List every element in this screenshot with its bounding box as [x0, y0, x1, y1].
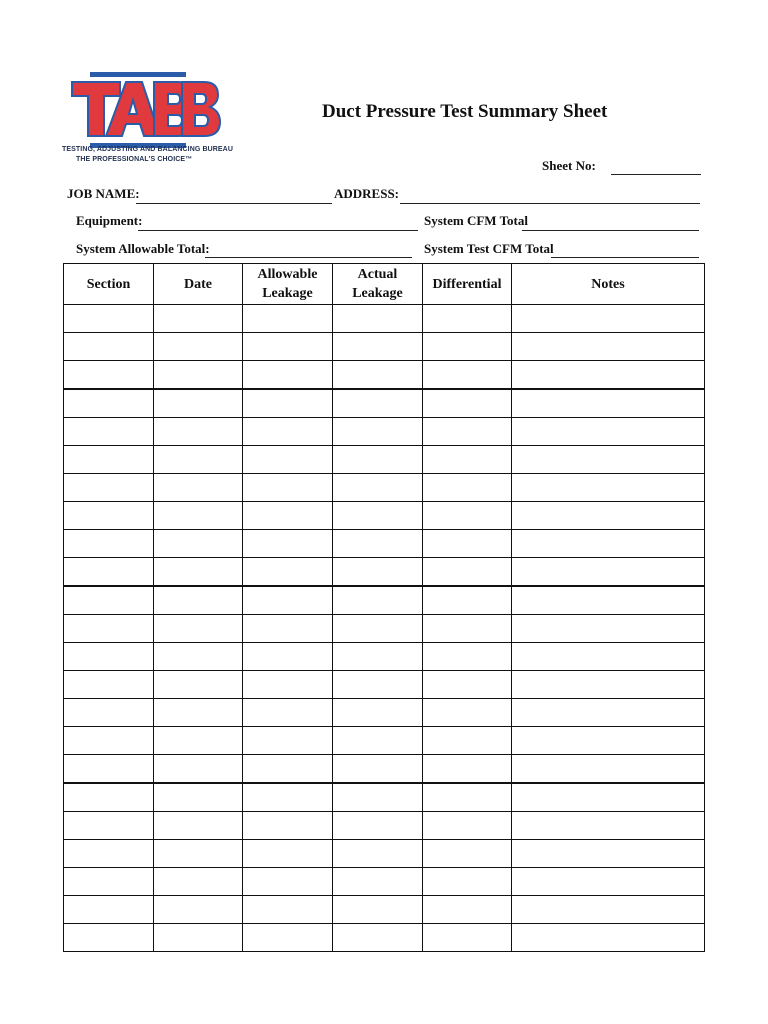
table-cell[interactable]: [423, 389, 512, 418]
table-cell[interactable]: [154, 615, 243, 643]
table-cell[interactable]: [243, 868, 333, 896]
table-cell[interactable]: [64, 418, 154, 446]
table-cell[interactable]: [64, 558, 154, 587]
logo-tagline-2: THE PROFESSIONAL'S CHOICE™: [76, 156, 193, 163]
col-header-actual-leakage: [333, 264, 423, 305]
table-cell[interactable]: [243, 812, 333, 840]
table-cell[interactable]: [64, 783, 154, 812]
table-row: [64, 502, 705, 530]
table-cell[interactable]: [423, 699, 512, 727]
page-title: Duct Pressure Test Summary Sheet: [322, 101, 608, 122]
table-cell[interactable]: [423, 755, 512, 784]
table-cell[interactable]: [243, 446, 333, 474]
table-cell[interactable]: [243, 502, 333, 530]
col-header-allowable-leakage: [243, 264, 333, 305]
table-cell[interactable]: [243, 305, 333, 333]
table-cell[interactable]: [64, 840, 154, 868]
table-cell[interactable]: [243, 530, 333, 558]
table-cell[interactable]: [512, 361, 705, 390]
table-row: [64, 361, 705, 390]
table-cell[interactable]: [154, 389, 243, 418]
table-row: [64, 615, 705, 643]
table-cell[interactable]: [423, 671, 512, 699]
table-cell[interactable]: [512, 868, 705, 896]
table-row: [64, 840, 705, 868]
table-cell[interactable]: [512, 586, 705, 615]
table-cell[interactable]: [64, 502, 154, 530]
col-header-line: Section: [86, 276, 131, 292]
table-cell[interactable]: [333, 446, 423, 474]
table-row: [64, 643, 705, 671]
table-cell[interactable]: [423, 783, 512, 812]
table-cell[interactable]: [512, 530, 705, 558]
table-cell[interactable]: [423, 333, 512, 361]
table-row: [64, 671, 705, 699]
table-row: [64, 418, 705, 446]
table-cell[interactable]: [154, 868, 243, 896]
table-cell[interactable]: [512, 474, 705, 502]
table-cell[interactable]: [333, 868, 423, 896]
table-row: [64, 783, 705, 812]
table-cell[interactable]: [64, 671, 154, 699]
table-row: [64, 558, 705, 587]
job-name-field[interactable]: [136, 203, 332, 204]
table-cell[interactable]: [423, 446, 512, 474]
table-cell[interactable]: [333, 502, 423, 530]
table-cell[interactable]: [333, 586, 423, 615]
job-name-label: JOB NAME:: [67, 186, 140, 201]
table-cell[interactable]: [423, 305, 512, 333]
table-cell[interactable]: [154, 699, 243, 727]
table-cell[interactable]: [423, 868, 512, 896]
table-cell[interactable]: [243, 333, 333, 361]
table-row: [64, 924, 705, 952]
table-cell[interactable]: [154, 361, 243, 390]
table-cell[interactable]: [512, 643, 705, 671]
system-test-cfm-total-label: System Test CFM Total: [424, 241, 554, 256]
table-cell[interactable]: [243, 840, 333, 868]
table-cell[interactable]: [243, 896, 333, 924]
col-header-differential: [423, 264, 512, 305]
table-cell[interactable]: [64, 333, 154, 361]
table-cell[interactable]: [154, 840, 243, 868]
system-cfm-total-label: System CFM Total: [424, 213, 528, 228]
table-row: [64, 896, 705, 924]
table-cell[interactable]: [243, 418, 333, 446]
table-cell[interactable]: [333, 389, 423, 418]
table-cell[interactable]: [423, 474, 512, 502]
table-cell[interactable]: [333, 896, 423, 924]
col-header-section: [64, 264, 154, 305]
table-row: [64, 530, 705, 558]
table-cell[interactable]: [333, 924, 423, 952]
table-cell[interactable]: [333, 361, 423, 390]
table-cell[interactable]: [64, 699, 154, 727]
table-cell[interactable]: [512, 615, 705, 643]
table-cell[interactable]: [64, 305, 154, 333]
table-row: [64, 699, 705, 727]
table-cell[interactable]: [423, 643, 512, 671]
table-cell[interactable]: [154, 755, 243, 784]
table-cell[interactable]: [243, 643, 333, 671]
table-cell[interactable]: [243, 558, 333, 587]
table-cell[interactable]: [512, 783, 705, 812]
system-cfm-total-field[interactable]: [522, 230, 699, 231]
table-row: [64, 474, 705, 502]
table-cell[interactable]: [333, 418, 423, 446]
system-allowable-total-label: System Allowable Total:: [76, 241, 210, 256]
address-label: ADDRESS:: [334, 186, 400, 201]
table-cell[interactable]: [333, 615, 423, 643]
table-cell[interactable]: [64, 643, 154, 671]
system-allowable-total-field[interactable]: [205, 257, 412, 258]
table-cell[interactable]: [243, 671, 333, 699]
table-cell[interactable]: [333, 671, 423, 699]
table-cell[interactable]: [423, 727, 512, 755]
table-cell[interactable]: [154, 305, 243, 333]
table-cell[interactable]: [243, 727, 333, 755]
table-cell[interactable]: [154, 474, 243, 502]
table-row: [64, 305, 705, 333]
table-cell[interactable]: [154, 783, 243, 812]
table-cell[interactable]: [64, 530, 154, 558]
table-cell[interactable]: [512, 446, 705, 474]
table-cell[interactable]: [512, 333, 705, 361]
sheet-no-field[interactable]: [611, 174, 701, 175]
table-cell[interactable]: [243, 361, 333, 390]
table-cell[interactable]: [154, 558, 243, 587]
table-cell[interactable]: [512, 755, 705, 784]
table-cell[interactable]: [64, 896, 154, 924]
table-cell[interactable]: [512, 671, 705, 699]
table-cell[interactable]: [64, 586, 154, 615]
table-cell[interactable]: [423, 558, 512, 587]
table-cell[interactable]: [64, 755, 154, 784]
table-cell[interactable]: [512, 699, 705, 727]
table-cell[interactable]: [512, 305, 705, 333]
table-row: [64, 727, 705, 755]
table-cell[interactable]: [154, 812, 243, 840]
table-cell[interactable]: [333, 333, 423, 361]
tabb-logo: [62, 70, 233, 180]
table-cell[interactable]: [333, 812, 423, 840]
table-header-row: [64, 264, 705, 305]
table-cell[interactable]: [154, 333, 243, 361]
table-cell[interactable]: [154, 586, 243, 615]
table-cell[interactable]: [333, 530, 423, 558]
table-cell[interactable]: [333, 474, 423, 502]
table-cell[interactable]: [333, 840, 423, 868]
table-cell[interactable]: [423, 896, 512, 924]
table-cell[interactable]: [64, 727, 154, 755]
table-cell[interactable]: [512, 840, 705, 868]
table-cell[interactable]: [333, 558, 423, 587]
table-cell[interactable]: [512, 558, 705, 587]
table-cell[interactable]: [243, 699, 333, 727]
tabb-logo-mark: [62, 70, 222, 150]
table-cell[interactable]: [154, 418, 243, 446]
table-cell[interactable]: [64, 924, 154, 952]
table-cell[interactable]: [154, 643, 243, 671]
table-cell[interactable]: [512, 389, 705, 418]
table-cell[interactable]: [243, 615, 333, 643]
table-cell[interactable]: [154, 671, 243, 699]
table-cell[interactable]: [423, 615, 512, 643]
col-header-line: Notes: [591, 276, 625, 292]
table-cell[interactable]: [333, 727, 423, 755]
table-cell[interactable]: [423, 418, 512, 446]
table-cell[interactable]: [154, 502, 243, 530]
table-cell[interactable]: [512, 812, 705, 840]
leakage-table: [63, 263, 705, 952]
table-cell[interactable]: [512, 727, 705, 755]
table-cell[interactable]: [423, 361, 512, 390]
table-cell[interactable]: [243, 783, 333, 812]
table-row: [64, 389, 705, 418]
table-cell[interactable]: [423, 812, 512, 840]
table-row: [64, 446, 705, 474]
table-cell[interactable]: [243, 389, 333, 418]
logo-tagline-1: TESTING, ADJUSTING AND BALANCING BUREAU: [62, 146, 233, 153]
table-row: [64, 755, 705, 784]
col-header-line: Leakage: [352, 286, 403, 301]
col-header-line: Date: [184, 276, 212, 292]
table-cell[interactable]: [423, 586, 512, 615]
system-test-cfm-total-field[interactable]: [551, 257, 699, 258]
equipment-field[interactable]: [138, 230, 418, 231]
col-header-line: Allowable: [257, 267, 318, 282]
col-header-line: Leakage: [262, 286, 313, 301]
table-cell[interactable]: [512, 502, 705, 530]
table-cell[interactable]: [333, 755, 423, 784]
table-cell[interactable]: [243, 924, 333, 952]
table-cell[interactable]: [154, 896, 243, 924]
table-cell[interactable]: [64, 812, 154, 840]
table-cell[interactable]: [333, 643, 423, 671]
table-cell[interactable]: [64, 389, 154, 418]
table-row: [64, 812, 705, 840]
table-cell[interactable]: [333, 783, 423, 812]
table-row: [64, 868, 705, 896]
col-header-line: Differential: [432, 276, 502, 292]
table-cell[interactable]: [423, 840, 512, 868]
table-cell[interactable]: [512, 924, 705, 952]
table-cell[interactable]: [423, 924, 512, 952]
table-cell[interactable]: [243, 474, 333, 502]
col-header-line: Actual: [357, 267, 398, 282]
table-cell[interactable]: [154, 727, 243, 755]
table-cell[interactable]: [154, 446, 243, 474]
table-cell[interactable]: [243, 755, 333, 784]
table-cell[interactable]: [423, 530, 512, 558]
table-cell[interactable]: [333, 305, 423, 333]
col-header-notes: [512, 264, 705, 305]
table-cell[interactable]: [333, 699, 423, 727]
table-cell[interactable]: [512, 418, 705, 446]
table-cell[interactable]: [64, 446, 154, 474]
table-cell[interactable]: [64, 868, 154, 896]
col-header-date: [154, 264, 243, 305]
equipment-label: Equipment:: [76, 213, 143, 228]
table-cell[interactable]: [154, 530, 243, 558]
table-cell[interactable]: [423, 502, 512, 530]
table-row: [64, 333, 705, 361]
address-field[interactable]: [400, 203, 700, 204]
sheet-no-label: Sheet No:: [542, 158, 596, 173]
table-cell[interactable]: [64, 615, 154, 643]
table-body: [64, 305, 705, 952]
table-cell[interactable]: [154, 924, 243, 952]
table-cell[interactable]: [512, 896, 705, 924]
table-cell[interactable]: [64, 474, 154, 502]
table-cell[interactable]: [243, 586, 333, 615]
table-cell[interactable]: [64, 361, 154, 390]
table-row: [64, 586, 705, 615]
